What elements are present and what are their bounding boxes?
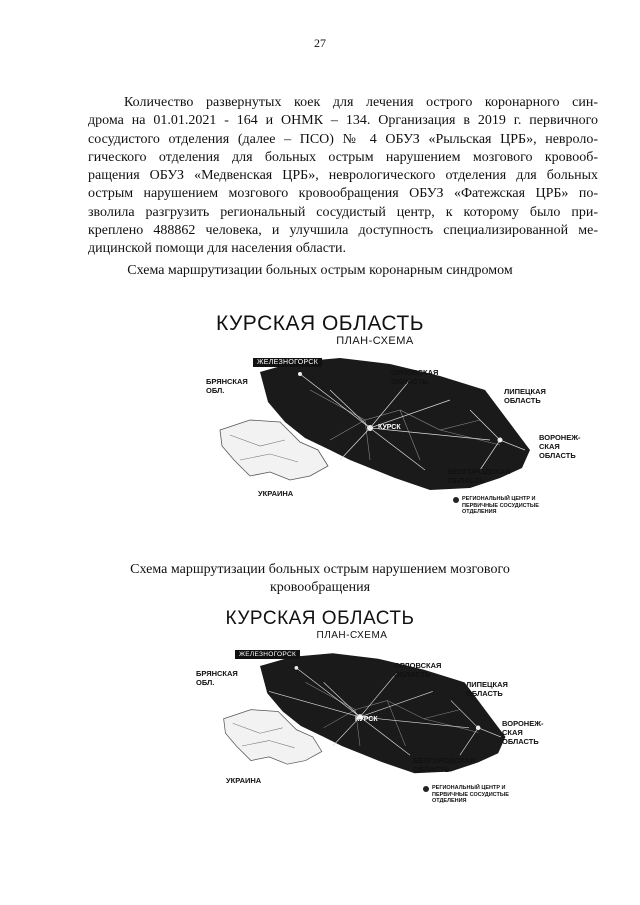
city-tag-zheleznogorsk: ЖЕЛЕЗНОГОРСК — [235, 650, 300, 659]
map-legend: РЕГИОНАЛЬНЫЙ ЦЕНТР И ПЕРВИЧНЫЕ СОСУДИСТЫЕ ОТДЕЛЕНИЯ — [462, 496, 539, 515]
map-subtitle: ПЛАН-СХЕМА — [316, 630, 388, 641]
city-label-kursk: КУРСК — [355, 716, 378, 723]
label-orel: ОРЛОВСКАЯ ОБЛАСТЬ — [391, 368, 439, 386]
caption-stroke-line2: кровообращения — [269, 580, 371, 595]
label-bryansk: БРЯНСКАЯ ОБЛ. — [196, 669, 238, 687]
caption-stroke-line1: Схема маршрутизации больных острым нарушением мозгового — [130, 562, 510, 577]
map-legend: РЕГИОНАЛЬНЫЙ ЦЕНТР И ПЕРВИЧНЫЕ СОСУДИСТЫЕ ОТДЕЛЕНИЯ — [432, 785, 509, 804]
paragraph-line: Количество развернутых коек для лечения острого коронарного син- — [124, 95, 598, 110]
label-ukraine: УКРАИНА — [258, 489, 294, 498]
city-label-kursk: КУРСК — [378, 424, 401, 431]
paragraph-line: гического отделения для больных острым нарушением мозгового кровооб- — [88, 149, 598, 165]
paragraph-line: дрома на 01.01.2021 - 164 и ОНМК – 134. Организация в 2019 г. первичного — [88, 113, 598, 129]
label-orel: ОРЛОВСКАЯ ОБЛАСТЬ — [394, 661, 442, 679]
caption-acs: Схема маршрутизации больных острым коронарным синдромом — [127, 263, 513, 278]
paragraph-line: острым нарушением мозгового кровообращения ОБУЗ «Фатежская ЦРБ» по- — [88, 186, 598, 202]
paragraph-line: креплено 488862 человека, и улучшила доступность специализированной ме- — [88, 223, 598, 239]
paragraph-line: ращения ОБУЗ «Медвенская ЦРБ», неврологического отделения для больных — [88, 168, 598, 184]
label-bryansk: БРЯНСКАЯ ОБЛ. — [206, 377, 248, 395]
map-title: КУРСКАЯ ОБЛАСТЬ — [215, 312, 424, 335]
body-paragraph — [88, 94, 598, 259]
label-ukraine: УКРАИНА — [226, 776, 262, 785]
paragraph-line: сосудистого отделения (далее – ПСО) № 4 ОБУЗ «Рыльская ЦРБ», невроло- — [88, 131, 598, 147]
label-voronezh: ВОРОНЕЖ- СКАЯ ОБЛАСТЬ — [502, 719, 544, 746]
label-voronezh: ВОРОНЕЖ- СКАЯ ОБЛАСТЬ — [539, 433, 581, 460]
map-title: КУРСКАЯ ОБЛАСТЬ — [225, 608, 415, 629]
label-lipetsk: ЛИПЕЦКАЯ ОБЛАСТЬ — [466, 680, 508, 698]
paragraph-line: дицинской помощи для населения области. — [88, 241, 347, 257]
label-belgorod: БЕЛГОРОДСКАЯ ОБЛАСТЬ — [413, 756, 476, 774]
legend-dot-icon — [423, 786, 429, 792]
page-number: 27 — [314, 36, 326, 50]
label-belgorod: БЕЛГОРОДСКАЯ ОБЛАСТЬ — [448, 467, 511, 485]
map-subtitle: ПЛАН-СХЕМА — [336, 335, 414, 347]
region-map — [200, 350, 540, 515]
paragraph-line: зволила разгрузить региональный сосудистый центр, к которому было при- — [88, 204, 598, 220]
legend-dot-icon — [453, 497, 459, 503]
city-tag-zheleznogorsk: ЖЕЛЕЗНОГОРСК — [253, 358, 322, 367]
label-lipetsk: ЛИПЕЦКАЯ ОБЛАСТЬ — [504, 387, 546, 405]
